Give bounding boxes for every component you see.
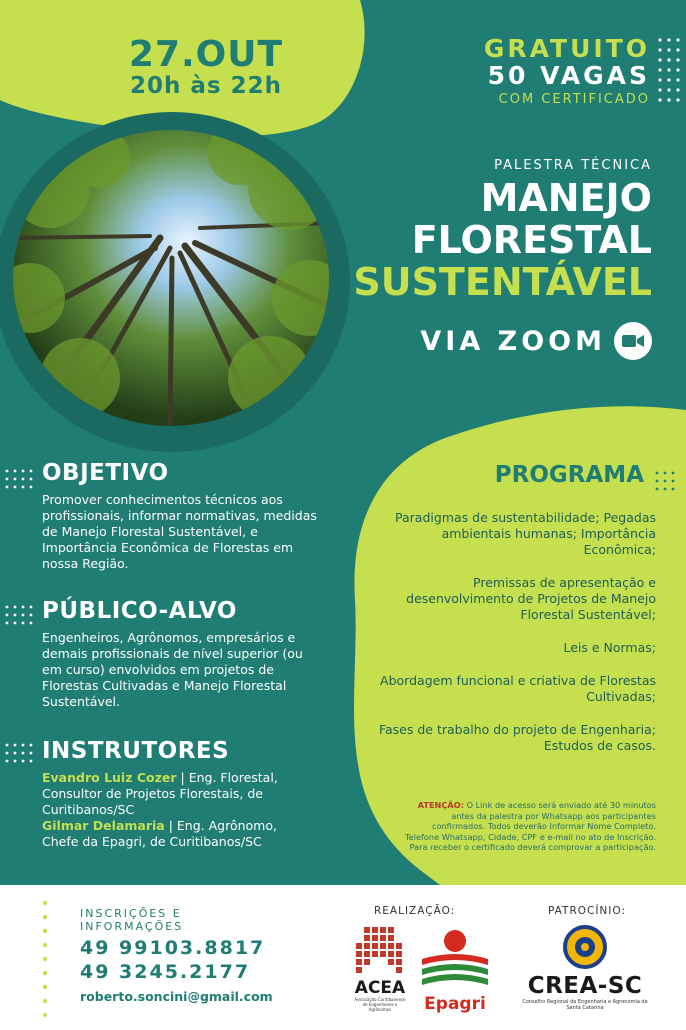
publico-section [42, 598, 322, 710]
talk-title-line2: FLORESTAL [411, 218, 652, 262]
event-date: 27.OUT [128, 34, 284, 75]
phone-2[interactable]: 49 3245.2177 [80, 961, 251, 983]
programa-section [366, 462, 656, 754]
instructor-2-name: Gilmar Delamaria [42, 818, 165, 833]
contact-label-line1: INSCRIÇÕES E [80, 907, 182, 920]
instructor-1 [42, 770, 302, 818]
crea-subtitle: Conselho Regional de Engenharia e Agronomia de Santa Catarina [522, 999, 648, 1011]
video-camera-icon [614, 322, 652, 360]
programa-item: Fases de trabalho do projeto de Engenharia; Estudos de casos. [378, 722, 656, 753]
acea-grid-icon [352, 927, 408, 975]
acea-logo [352, 927, 408, 1013]
publico-heading: PÚBLICO-ALVO [42, 598, 237, 624]
crea-name: CREA-SC [527, 973, 643, 999]
attention-text: O Link de acesso será enviado até 30 minutos antes da palestra por Whatsapp aos participantes confirmados. Todos deverão Informar Nome Completo, Telefone Whatsapp, Cidade, CPF e e-mail no ato de Inscrição. Para receber o certificado deverá comprovar a participação. [405, 800, 656, 852]
via-zoom [420, 322, 652, 360]
instructor-2 [42, 818, 302, 850]
instructor-1-desc: | Eng. Florestal, Consultor de Projetos Florestais, de Curitibanos/SC [42, 770, 278, 817]
decorative-dots-top-right [656, 36, 682, 108]
objetivo-heading: OBJETIVO [42, 460, 169, 486]
programa-heading: PROGRAMA [494, 462, 644, 488]
badge-vacancies: 50 VAGAS [487, 61, 650, 90]
realizacao-label: REALIZAÇÃO: [374, 905, 456, 917]
epagri-logo [418, 929, 492, 1013]
instrutores-section [42, 738, 302, 850]
free-badge [420, 34, 650, 107]
footer [0, 885, 686, 1030]
event-date-block [96, 34, 316, 99]
via-zoom-label: VIA ZOOM [420, 325, 606, 357]
decorative-dots-instrutores [4, 742, 34, 764]
decorative-dots-footer [38, 897, 52, 1017]
phone-1[interactable]: 49 99103.8817 [80, 937, 266, 959]
talk-title-line1: MANEJO [480, 176, 652, 220]
decorative-dots-publico [4, 604, 34, 626]
contact-label [80, 907, 183, 933]
badge-certificate: COM CERTIFICADO [498, 92, 650, 107]
objetivo-text: Promover conhecimentos técnicos aos profissionais, informar normativas, medidas de Manejo Florestal Sustentável, e Importância Econômica de Florestas em nossa Região. [42, 492, 317, 571]
decorative-dots-objetivo [4, 468, 34, 490]
instructor-1-name: Evandro Luiz Cozer [42, 770, 177, 785]
programa-item: Abordagem funcional e criativa de Florestas Cultivadas; [380, 673, 656, 704]
epagri-emblem-icon [418, 929, 492, 991]
forest-canopy-image [10, 128, 332, 428]
event-time: 20h às 22h [130, 73, 282, 99]
attention-note [396, 800, 656, 853]
talk-title-line3: SUSTENTÁVEL [353, 260, 652, 304]
instrutores-heading: INSTRUTORES [42, 738, 230, 764]
decorative-dots-programa [654, 470, 680, 492]
contact-label-line2: INFORMAÇÕES [80, 920, 184, 933]
crea-sc-logo [520, 925, 650, 1015]
attention-label: ATENÇÃO: [417, 800, 464, 810]
patrocinio-label: PATROCÍNIO: [548, 905, 626, 917]
programa-item: Premissas de apresentação e desenvolvimento de Projetos de Manejo Florestal Sustentável; [406, 575, 656, 622]
programa-item: Paradigmas de sustentabilidade; Pegadas ambientais humanas; Importância Econômica; [395, 510, 656, 557]
epagri-name: Epagri [424, 994, 486, 1014]
crea-seal-icon [520, 925, 650, 969]
talk-title-block [322, 158, 652, 303]
acea-subtitle: Associação Curitibanense de Engenheiros e Agrônomos [354, 997, 406, 1012]
programa-item: Leis e Normas; [563, 640, 656, 655]
objetivo-section [42, 460, 322, 572]
contact-email[interactable]: roberto.soncini@gmail.com [80, 989, 273, 1004]
badge-free: GRATUITO [483, 34, 650, 63]
instructor-2-desc: | Eng. Agrônomo, Chefe da Epagri, de Curitibanos/SC [42, 818, 277, 849]
publico-text: Engenheiros, Agrônomos, empresários e demais profissionais de nível superior (ou em curso) envolvidos em projetos de Florestas Cultivadas e Manejo Florestal Sustentável. [42, 630, 303, 709]
talk-kicker: PALESTRA TÉCNICA [494, 158, 652, 173]
acea-name: ACEA [354, 978, 406, 998]
